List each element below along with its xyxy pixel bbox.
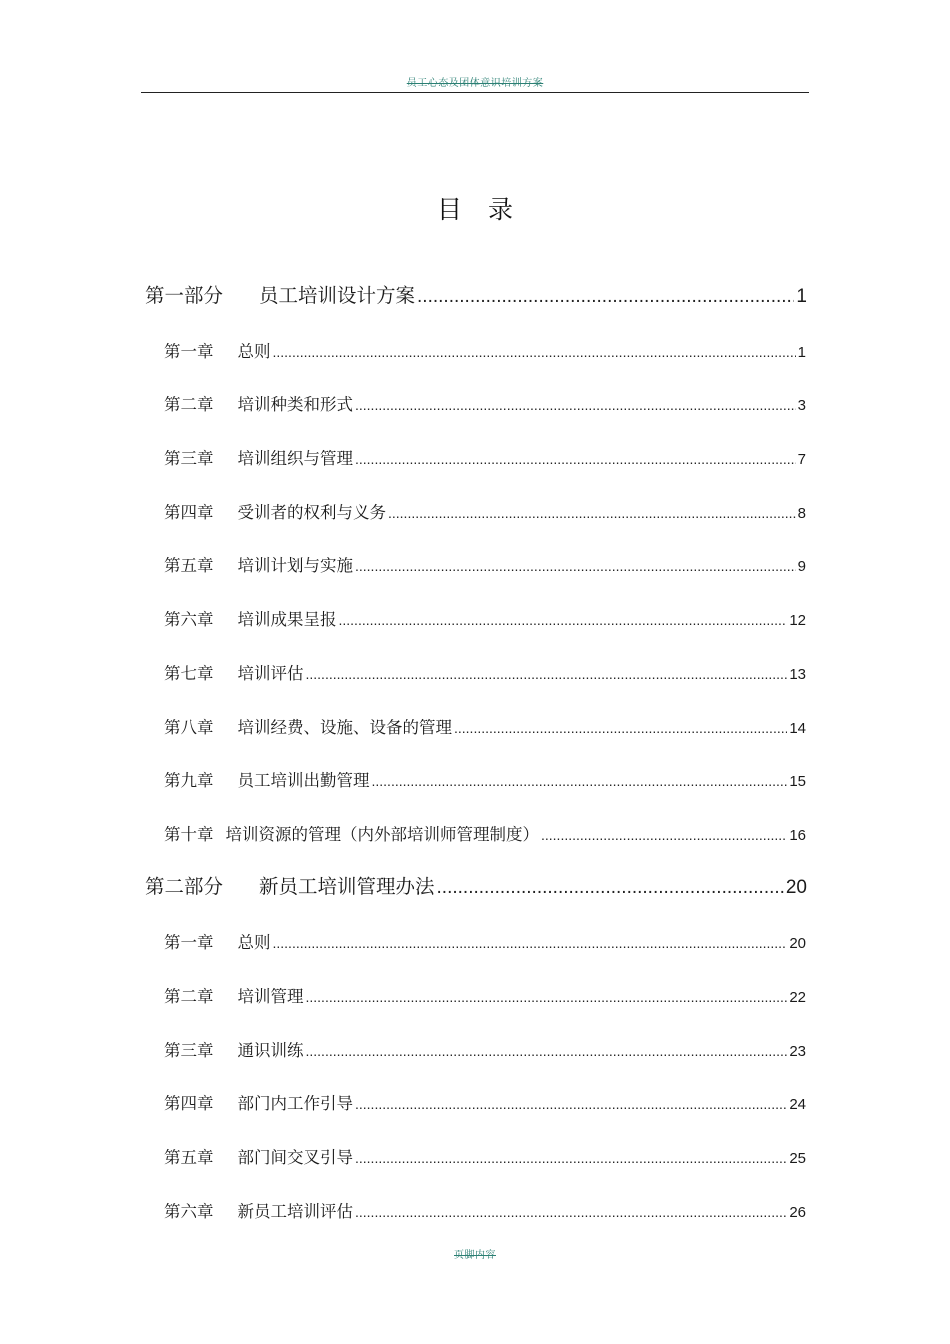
toc-chapter-1-4[interactable] bbox=[164, 499, 806, 523]
dot-leader bbox=[355, 1204, 787, 1220]
dot-leader bbox=[306, 1043, 788, 1059]
dot-leader bbox=[339, 612, 788, 628]
page-number: 1 bbox=[797, 344, 806, 361]
toc-chapter-2-6[interactable] bbox=[164, 1198, 806, 1222]
page-number: 7 bbox=[797, 451, 806, 468]
page-number: 3 bbox=[797, 397, 806, 414]
toc-chapter-2-2[interactable] bbox=[164, 983, 806, 1007]
page-number: 14 bbox=[789, 720, 806, 737]
toc-chapter-1-1[interactable] bbox=[164, 338, 806, 362]
toc-title: 目录 bbox=[436, 195, 539, 224]
chapter-title: 培训组织与管理 bbox=[237, 449, 353, 468]
toc-chapter-1-5[interactable] bbox=[164, 552, 806, 576]
part-number: 第一部分 bbox=[145, 284, 224, 307]
toc-chapter-1-9[interactable] bbox=[164, 767, 806, 791]
dot-leader bbox=[437, 877, 784, 899]
chapter-title: 培训资源的管理（内外部培训师管理制度） bbox=[225, 825, 539, 844]
dot-leader bbox=[273, 344, 796, 360]
page-number: 23 bbox=[789, 1043, 806, 1060]
page-number: 13 bbox=[789, 666, 806, 683]
page-number: 25 bbox=[789, 1150, 806, 1167]
page-number: 26 bbox=[789, 1204, 806, 1221]
dot-leader bbox=[306, 989, 788, 1005]
part-number: 第二部分 bbox=[145, 875, 224, 898]
chapter-title: 培训计划与实施 bbox=[237, 556, 353, 575]
chapter-number: 第七章 bbox=[164, 664, 214, 683]
chapter-title: 部门内工作引导 bbox=[237, 1094, 353, 1113]
chapter-title: 员工培训出勤管理 bbox=[237, 771, 370, 790]
part-title: 新员工培训管理办法 bbox=[259, 875, 435, 898]
chapter-number: 第十章 bbox=[164, 825, 214, 844]
dot-leader bbox=[388, 505, 796, 521]
page-number: 9 bbox=[797, 558, 806, 575]
page-number: 22 bbox=[789, 989, 806, 1006]
chapter-number: 第三章 bbox=[164, 1041, 214, 1060]
chapter-title: 培训管理 bbox=[237, 987, 304, 1006]
chapter-number: 第一章 bbox=[164, 933, 214, 952]
toc-chapter-1-10[interactable] bbox=[164, 821, 806, 845]
toc-chapter-1-2[interactable] bbox=[164, 391, 806, 415]
chapter-title: 通识训练 bbox=[237, 1041, 304, 1060]
page-number: 20 bbox=[785, 877, 807, 898]
chapter-number: 第一章 bbox=[164, 342, 214, 361]
chapter-title: 总则 bbox=[237, 342, 271, 361]
chapter-number: 第四章 bbox=[164, 1094, 214, 1113]
chapter-title: 新员工培训评估 bbox=[237, 1202, 353, 1221]
dot-leader bbox=[355, 1096, 787, 1112]
chapter-title: 受训者的权利与义务 bbox=[237, 503, 386, 522]
chapter-number: 第九章 bbox=[164, 771, 214, 790]
toc-chapter-1-8[interactable] bbox=[164, 714, 806, 738]
chapter-number: 第二章 bbox=[164, 395, 214, 414]
chapter-title: 培训经费、设施、设备的管理 bbox=[237, 718, 452, 737]
page-number: 8 bbox=[797, 505, 806, 522]
page-number: 16 bbox=[789, 827, 806, 844]
page-number: 12 bbox=[789, 612, 806, 629]
dot-leader bbox=[355, 451, 796, 467]
chapter-number: 第三章 bbox=[164, 449, 214, 468]
toc-chapter-1-7[interactable] bbox=[164, 660, 806, 684]
chapter-title: 培训成果呈报 bbox=[237, 610, 337, 629]
toc-part-1[interactable] bbox=[145, 280, 807, 308]
dot-leader bbox=[355, 1150, 787, 1166]
page-header-text: 员工心态及团体意识培训方案 bbox=[406, 78, 544, 89]
dot-leader bbox=[454, 720, 787, 736]
page-number: 24 bbox=[789, 1096, 806, 1113]
chapter-number: 第五章 bbox=[164, 1148, 214, 1167]
header-divider bbox=[141, 92, 809, 93]
dot-leader bbox=[355, 397, 796, 413]
dot-leader bbox=[355, 558, 796, 574]
chapter-number: 第四章 bbox=[164, 503, 214, 522]
page-footer-text: 页脚内容 bbox=[454, 1250, 496, 1261]
toc-chapter-2-3[interactable] bbox=[164, 1037, 806, 1061]
chapter-title: 部门间交叉引导 bbox=[237, 1148, 353, 1167]
chapter-number: 第六章 bbox=[164, 1202, 214, 1221]
dot-leader bbox=[541, 827, 787, 843]
page-number: 20 bbox=[789, 935, 806, 952]
dot-leader bbox=[372, 773, 788, 789]
page-number: 15 bbox=[789, 773, 806, 790]
toc-part-2[interactable] bbox=[145, 871, 807, 899]
toc-chapter-1-3[interactable] bbox=[164, 445, 806, 469]
chapter-title: 总则 bbox=[237, 933, 271, 952]
dot-leader bbox=[306, 666, 788, 682]
chapter-title: 培训种类和形式 bbox=[237, 395, 353, 414]
chapter-title: 培训评估 bbox=[237, 664, 304, 683]
chapter-number: 第五章 bbox=[164, 556, 214, 575]
chapter-number: 第六章 bbox=[164, 610, 214, 629]
dot-leader bbox=[417, 286, 794, 308]
toc-chapter-1-6[interactable] bbox=[164, 606, 806, 630]
chapter-number: 第八章 bbox=[164, 718, 214, 737]
dot-leader bbox=[273, 935, 788, 951]
part-title: 员工培训设计方案 bbox=[259, 284, 416, 307]
chapter-number: 第二章 bbox=[164, 987, 214, 1006]
toc-chapter-2-5[interactable] bbox=[164, 1144, 806, 1168]
toc-chapter-2-4[interactable] bbox=[164, 1090, 806, 1114]
toc-chapter-2-1[interactable] bbox=[164, 929, 806, 953]
page-number: 1 bbox=[796, 286, 807, 307]
